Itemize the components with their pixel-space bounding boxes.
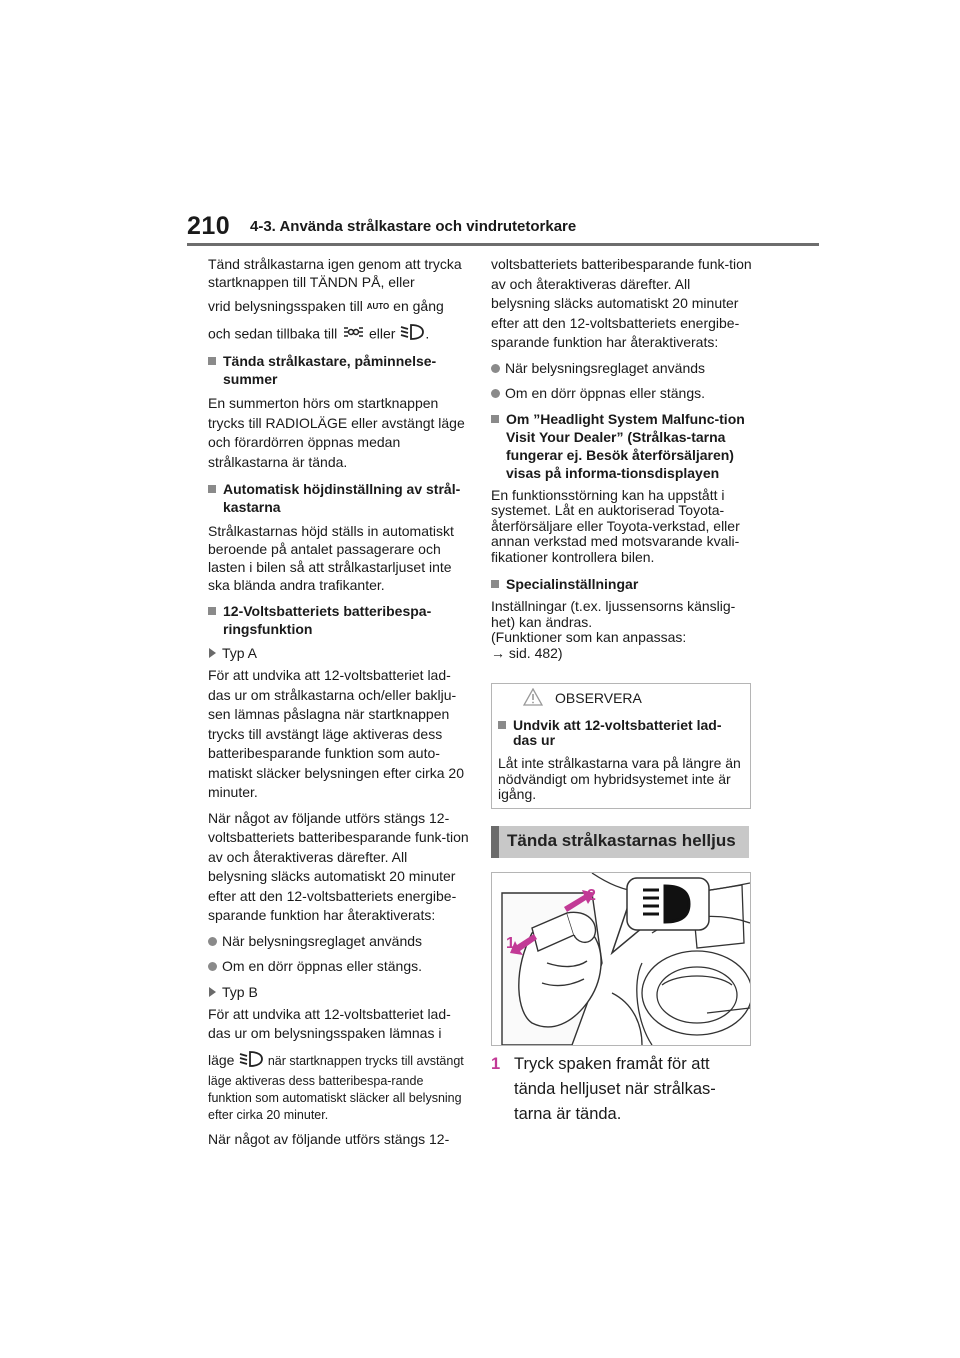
hand-and-lever [502,893,602,1045]
square-bullet-icon [491,415,499,423]
notice-text: Låt inte strålkastarna vara på längre än nödvändigt om hybridsystemet inte är igång. [498,755,741,802]
triangle-arrow-icon [209,648,216,658]
square-bullet-icon [491,580,499,588]
paragraph-auto: vrid belysningsspaken till AUTO en gång [208,298,444,314]
callout-label-2: 2 [587,887,596,904]
paragraph: voltsbatteriets batteribesparande funk-tion av och återaktiveras därefter. All belysning släcks automatiskt 20 minuter efter att den 12-voltsbatteriets energibe-sparande funktion har återaktiverats: [491,256,752,350]
paragraph-return: och sedan tillbaka till eller . [208,323,470,347]
list-item: Om en dörr öppnas eller stängs. [208,957,470,977]
triangle-arrow-icon [209,987,216,997]
paragraph: Tänd strålkastarna igen genom att trycka startknappen till TÄNDN PÅ, eller [208,256,462,290]
square-bullet-icon [208,357,216,365]
square-bullet-icon [208,607,216,615]
subheading: Specialinställningar [491,575,753,593]
round-bullet-icon [208,937,217,946]
header-divider [187,243,819,246]
callout-box [612,878,709,953]
paragraph: När något av följande utförs stängs 12-voltsbatteriets batteribesparande funk-tion av och återaktiveras därefter. All belysning släcks automatiskt 20 minuter efter att den 12-voltsbatteriets energibe-sparande funktion har återaktiverats: [208,809,469,923]
paragraph: Strålkastarnas höjd ställs in automatiskt beroende på antalet passagerare och lasten i bilen så att strålkastarljuset inte ska blända andra trafikanter. [208,523,454,593]
type-b-label: Typ B [208,983,470,1001]
subheading: Om ”Headlight System Malfunc-tion Visit Your Dealer” (Strålkas-tarna fungerar ej. Besök återförsäljaren) visas på informa-tionsdisplayen [491,410,753,482]
paragraph: När något av följande utförs stängs 12- [208,1130,450,1147]
subheading: 12-Voltsbatteriets batteribespa-ringsfunktion [208,602,470,638]
banner-title: Tända strålkastarnas helljus [507,831,736,850]
paragraph: En summerton hörs om startknappen trycks till RADIOLÄGE eller avstängt läge och förardörren öppnas medan strålkastarna är tända. [208,395,465,470]
list-item: När belysningsreglaget används [208,932,470,952]
callout-label-1: 1 [506,935,515,952]
square-bullet-icon [498,721,506,729]
banner-bar [491,826,499,858]
low-beam-icon [238,1050,264,1073]
list-item: Om en dörr öppnas eller stängs. [491,384,753,404]
notice-heading: Undvik att 12-voltsbatteriet lad-das ur [498,718,742,748]
paragraph-type-b: läge när startknappen trycks till avstängt läge aktiveras dess batteribespa-rande funktion som automatiskt släcker all belysning efter cirka 20 minuter. [208,1051,464,1122]
notice-title: OBSERVERA [555,690,642,706]
tail-light-icon [341,324,365,346]
warning-icon [523,688,543,711]
headlight-lever-illustration [491,872,751,1046]
step-text: Tryck spaken framåt för att tända helljuset när strålkas-tarna är tända. [514,1055,716,1123]
notice-box [491,683,751,809]
square-bullet-icon [208,485,216,493]
section-banner [491,826,749,858]
low-beam-icon [399,323,425,347]
round-bullet-icon [208,962,217,971]
round-bullet-icon [491,364,500,373]
section-title: 4-3. Använda strålkastare och vindrutetorkare [250,218,577,235]
paragraph: Inställningar (t.ex. ljussensorns känslig-het) kan ändras. [491,598,736,630]
paragraph: För att undvika att 12-voltsbatteriet lad-das ur om strålkastarna och/eller baklju-sen lämnas påslagna när startknappen trycks till avstängt läge aktiveras dess batteribesparande funktion som auto-matiskt släcker belysningen efter cirka 20 minuter. [208,667,464,800]
paragraph: För att undvika att 12-voltsbatteriet lad-das ur om belysningsspaken lämnas i [208,1005,451,1041]
subheading: Automatisk höjdinställning av strål-kastarna [208,480,470,516]
paragraph: En funktionsstörning kan ha uppstått i systemet. Låt en auktoriserad Toyota-återförsäljare eller Toyota-verkstad, eller annan verkstad med motsvarande kvali-fikationer kontrollera bilen. [491,486,740,565]
type-a-label: Typ A [208,644,470,662]
step-number: 1 [491,1055,501,1073]
list-item: När belysningsreglaget används [491,359,753,379]
paragraph: (Funktioner som kan anpassas: [491,629,687,645]
right-column [491,255,753,667]
left-column [208,255,470,1155]
round-bullet-icon [491,389,500,398]
paragraph-reference: → sid. 482) [491,644,563,661]
notice-body [498,718,742,803]
page-number: 210 [187,212,231,240]
auto-icon: AUTO [366,302,390,311]
subheading: Tända strålkastare, påminnelse-summer [208,352,470,388]
